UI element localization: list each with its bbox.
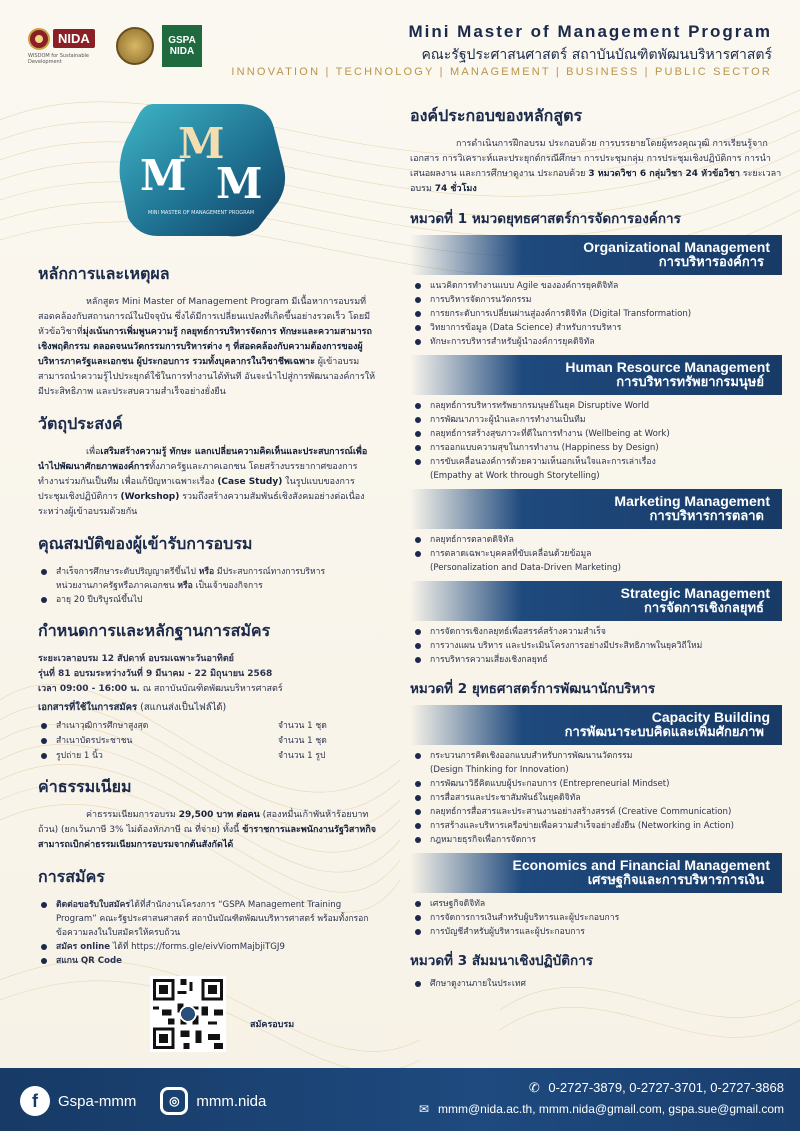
footer	[0, 1068, 800, 1131]
group-banner-economics: Economics and Financial Management เศรษฐกิจและการบริหารการเงิน	[410, 853, 782, 893]
doc-name: สำเนาวุฒิการศึกษาสูงสุด	[38, 719, 278, 733]
qualification-item: อายุ 20 ปีบริบูรณ์ขึ้นไป	[38, 593, 378, 607]
doc-qty: จำนวน 1 รูป	[278, 751, 326, 761]
list-item: กลยุทธ์การสื่อสารและประสานงานอย่างสร้างสรรค์ (Creative Communication)	[412, 805, 782, 819]
email-icon: ✉	[418, 1102, 430, 1116]
doc-qty: จำนวน 1 ชุด	[278, 721, 327, 731]
qr-label: สมัครอบรม	[250, 1020, 295, 1030]
list-item: แนวคิดการทำงานแบบ Agile ขององค์การยุคดิจิทัล	[412, 279, 782, 293]
group-banner-organizational: Organizational Management การบริหารองค์การ	[410, 235, 782, 275]
logo-group	[28, 24, 202, 68]
fee-section	[38, 775, 378, 853]
docs-heading: เอกสารที่ใช้ในการสมัคร (สแกนส่งเป็นไฟล์ได้)	[38, 702, 227, 713]
docs-list	[38, 719, 378, 763]
nida-logo-text: NIDA	[53, 29, 95, 48]
schedule-section	[38, 619, 378, 763]
group-list-organizational	[410, 279, 782, 349]
group-banner-capacity: Capacity Building การพัฒนาระบบคิดและเพิ่มศักยภาพ	[410, 705, 782, 745]
doc-name: รูปถ่าย 1 นิ้ว	[38, 749, 278, 763]
mmm-logo	[118, 98, 288, 238]
list-item: การบัญชีสำหรับผู้บริหารและผู้ประกอบการ	[412, 925, 782, 939]
instagram-icon: ◎	[160, 1087, 188, 1115]
facebook-icon: f	[20, 1086, 50, 1116]
instagram-handle: mmm.nida	[196, 1092, 267, 1110]
facebook-handle: Gspa-mmm	[58, 1092, 137, 1110]
gspa-logo	[162, 25, 202, 67]
list-item: การสร้างและบริหารเครือข่ายเพื่อความสำเร็จอย่างยั่งยืน (Networking in Action)	[412, 819, 782, 833]
list-item: การบริหารความเสี่ยงเชิงกลยุทธ์	[412, 653, 782, 667]
doc-qty: จำนวน 1 ชุด	[278, 736, 327, 746]
category-1-heading: หมวดที่ 1 หมวดยุทธศาสตร์การจัดการองค์การ	[410, 211, 681, 227]
group-list-marketing	[410, 533, 782, 575]
phone-line	[416, 1080, 784, 1096]
tagline: INNOVATION | TECHNOLOGY | MANAGEMENT | BUSINESS | PUBLIC SECTOR	[231, 66, 772, 78]
rationale-section	[38, 262, 378, 400]
category-2-heading: หมวดที่ 2 ยุทธศาสตร์การพัฒนานักบริหาร	[410, 681, 656, 697]
list-item: การจัดการการเงินสำหรับผู้บริหารและผู้ประกอบการ	[412, 911, 782, 925]
list-item: การออกแบบความสุขในการทำงาน (Happiness by Design)	[412, 441, 782, 455]
right-column	[410, 104, 782, 991]
list-item: การตลาดเฉพาะบุคคลที่ขับเคลื่อนด้วยข้อมูล	[412, 547, 782, 561]
mmm-logo-letters: M	[140, 151, 187, 200]
group-list-strategic	[410, 625, 782, 667]
header-title	[408, 22, 772, 66]
schedule-time: เวลา 09:00 - 16:00 น. ณ สถาบันบัณฑิตพัฒนบริหารศาสตร์	[38, 684, 283, 694]
list-item: การขับเคลื่อนองค์การด้วยความเห็นอกเห็นใจและการเล่าเรื่อง	[412, 455, 782, 469]
program-title-en: Mini Master of Management Program	[408, 22, 772, 41]
group-list-economics	[410, 897, 782, 939]
curriculum-intro: การดำเนินการฝึกอบรม ประกอบด้วย การบรรยายโดยผู้ทรงคุณวุฒิ การเรียนรู้จากเอกสาร การวิเคราะห์และประยุกต์กรณีศึกษา การประชุมกลุ่ม การประชุมเชิงปฏิบัติการ การนำเสนอผลงาน และการศึกษาดูงาน ประกอบด้วย 3 หมวดวิชา 6 กลุ่มวิชา 24 หัวข้อวิชา ระยะเวลาอบรม 74 ชั่วโมง	[410, 139, 782, 194]
phone-numbers[interactable]: 0-2727-3879, 0-2727-3701, 0-2727-3868	[548, 1080, 784, 1095]
objective-section	[38, 412, 378, 520]
program-title-th: คณะรัฐประศาสนศาสตร์ สถาบันบัณฑิตพัฒนบริหารศาสตร์	[421, 47, 772, 63]
list-item: การยกระดับการเปลี่ยนผ่านสู่องค์การดิจิทัล (Digital Transformation)	[412, 307, 782, 321]
group-banner-strategic: Strategic Management การจัดการเชิงกลยุทธ์	[410, 581, 782, 621]
rationale-heading: หลักการและเหตุผล	[38, 264, 170, 283]
objective-heading: วัตถุประสงค์	[38, 414, 123, 433]
schedule-duration: ระยะเวลาอบรม 12 สัปดาห์ อบรมเฉพาะวันอาทิตย์	[38, 654, 234, 664]
gspa-logo-line1: GSPA	[168, 35, 196, 46]
qr-code-icon[interactable]	[150, 976, 226, 1052]
group-list-hrm	[410, 399, 782, 483]
list-item-continued: (Design Thinking for Innovation)	[430, 765, 569, 775]
category-3-heading: หมวดที่ 3 สัมมนาเชิงปฏิบัติการ	[410, 953, 594, 969]
apply-section	[38, 865, 378, 1052]
apply-item: ติดต่อขอรับใบสมัครได้ที่สำนักงานโครงการ “GSPA Management Training Program” คณะรัฐประศาสนศาสตร์ สถาบันบัณฑิตพัฒนบริหารศาสตร์ พร้อมทั้งกรอกข้อความลงในใบสมัครให้ครบถ้วน	[38, 898, 378, 940]
group-banner-hrm: Human Resource Management การบริหารทรัพยากรมนุษย์	[410, 355, 782, 395]
qualification-section	[38, 532, 378, 607]
list-item: กระบวนการคิดเชิงออกแบบสำหรับการพัฒนานวัตกรรม	[412, 749, 782, 763]
nida-logo	[28, 24, 108, 68]
apply-item-online[interactable]: สมัคร online ได้ที่ https://forms.gle/eivViomMajbjiTGJ9	[38, 940, 378, 954]
nida-logo-subtext: WISDOM for Sustainable Development	[28, 52, 89, 65]
facebook-link[interactable]	[20, 1086, 136, 1116]
institute-seal-icon	[116, 27, 154, 65]
list-item: ทักษะการบริหารสำหรับผู้นำองค์การยุคดิจิทัล	[412, 335, 782, 349]
list-item-continued: (Personalization and Data-Driven Marketing)	[430, 563, 622, 573]
list-item: กลยุทธ์การตลาดดิจิทัล	[412, 533, 782, 547]
qr-block	[150, 976, 378, 1052]
nida-seal-icon	[28, 28, 50, 50]
list-item: การจัดการเชิงกลยุทธ์เพื่อสรรค์สร้างความสำเร็จ	[412, 625, 782, 639]
list-item: กฎหมายธุรกิจเพื่อการจัดการ	[412, 833, 782, 847]
left-column	[38, 262, 378, 1064]
gspa-logo-line2: NIDA	[169, 46, 195, 57]
apply-heading: การสมัคร	[38, 867, 105, 886]
list-item: การพัฒนาวิธีคิดแบบผู้ประกอบการ (Entrepreneurial Mindset)	[412, 777, 782, 791]
apply-item: สแกน QR Code	[38, 954, 378, 968]
mmm-logo-caption: MINI MASTER OF MANAGEMENT PROGRAM	[148, 210, 255, 216]
schedule-heading: กำหนดการและหลักฐานการสมัคร	[38, 621, 271, 640]
doc-name: สำเนาบัตรประชาชน	[38, 734, 278, 748]
list-item: วิทยาการข้อมูล (Data Science) สำหรับการบริหาร	[412, 321, 782, 335]
email-line	[416, 1102, 784, 1116]
list-item: การพัฒนาภาวะผู้นำและการทำงานเป็นทีม	[412, 413, 782, 427]
schedule-batch: รุ่นที่ 81 อบรมระหว่างวันที่ 9 มีนาคม - 22 มิถุนายน 2568	[38, 669, 273, 679]
svg-text:M: M	[216, 159, 263, 208]
objective-text: เพื่อเสริมสร้างความรู้ ทักษะ แลกเปลี่ยนความคิดเห็นและประสบการณ์เพื่อนำไปพัฒนาศักยภาพองค์การทั้งภาครัฐและภาคเอกชน โดยสร้างบรรยากาศของการทำงานร่วมกันเป็นทีม เพื่อแก้ปัญหาเฉพาะเรื่อง (Case Study) ในรูปแบบของการประชุมเชิงปฏิบัติการ (Workshop) รวมถึงสร้างความสัมพันธ์เชิงสังคมอย่างต่อเนื่องระหว่างผู้เข้าอบรมด้วยกัน	[38, 447, 368, 517]
group-list-capacity	[410, 749, 782, 847]
group-banner-marketing: Marketing Management การบริหารการตลาด	[410, 489, 782, 529]
fee-heading: ค่าธรรมเนียม	[38, 777, 132, 796]
email-addresses[interactable]: mmm@nida.ac.th, mmm.nida@gmail.com, gspa.sue@gmail.com	[438, 1102, 784, 1116]
qualification-item: สำเร็จการศึกษาระดับปริญญาตรีขึ้นไป หรือ มีประสบการณ์ทางการบริหาร หน่วยงานภาครัฐหรือภาคเอกชน หรือ เป็นเจ้าของกิจการ	[38, 565, 378, 593]
list-item: ศึกษาดูงานภายในประเทศ	[412, 977, 782, 991]
qualification-heading: คุณสมบัติของผู้เข้ารับการอบรม	[38, 534, 253, 553]
svg-text:M: M	[178, 119, 225, 168]
phone-icon: ✆	[528, 1080, 540, 1095]
rationale-text: หลักสูตร Mini Master of Management Program มีเนื้อหาการอบรมที่สอดคล้องกับสถานการณ์ในปัจจุบัน ซึ่งได้มีการเปลี่ยนแปลงที่เกิดขึ้นอย่างรวดเร็ว โดยมีหัวข้อวิชาที่มุ่งเน้นการเพิ่มพูนความรู้ กลยุทธ์การบริหารจัดการ ทักษะและความสามารถเชิงพฤติกรรม ตลอดจนนวัตกรรมการบริหารต่าง ๆ ที่สอดคล้องกับความต้องการของผู้บริหารภาครัฐและเอกชน ผู้ประกอบการ รวมทั้งบุคลากรในวิชาชีพเฉพาะ ผู้เข้าอบรมสามารถนำความรู้ไปประยุกต์ใช้ในการทำงานได้ทันที อันจะนำไปสู่การพัฒนาองค์การให้มีประสิทธิภาพ และประสบความสำเร็จอย่างยั่งยืน	[38, 297, 376, 397]
list-item: กลยุทธ์การสร้างสุขภาวะที่ดีในการทำงาน (Wellbeing at Work)	[412, 427, 782, 441]
list-item: การวางแผน บริหาร และประเมินโครงการอย่างมีประสิทธิภาพในยุควิถีใหม่	[412, 639, 782, 653]
list-item: กลยุทธ์การบริหารทรัพยากรมนุษย์ในยุค Disruptive World	[412, 399, 782, 413]
list-item-continued: (Empathy at Work through Storytelling)	[430, 471, 600, 481]
category-3-list	[410, 977, 782, 991]
instagram-link[interactable]	[160, 1087, 266, 1115]
list-item: การบริหารจัดการนวัตกรรม	[412, 293, 782, 307]
list-item: การสื่อสารและประชาสัมพันธ์ในยุคดิจิทัล	[412, 791, 782, 805]
list-item: เศรษฐกิจดิจิทัล	[412, 897, 782, 911]
fee-text: ค่าธรรมเนียมการอบรม 29,500 บาท ต่อคน (สองหมื่นเก้าพันห้าร้อยบาทถ้วน) (ยกเว้นภาษี 3% ไม่ต้องหักภาษี ณ ที่จ่าย) ทั้งนี้ ข้าราชการและพนักงานรัฐวิสาหกิจ สามารถเบิกค่าธรรมเนียมการอบรมจากต้นสังกัดได้	[38, 810, 377, 850]
curriculum-heading: องค์ประกอบของหลักสูตร	[410, 106, 583, 125]
